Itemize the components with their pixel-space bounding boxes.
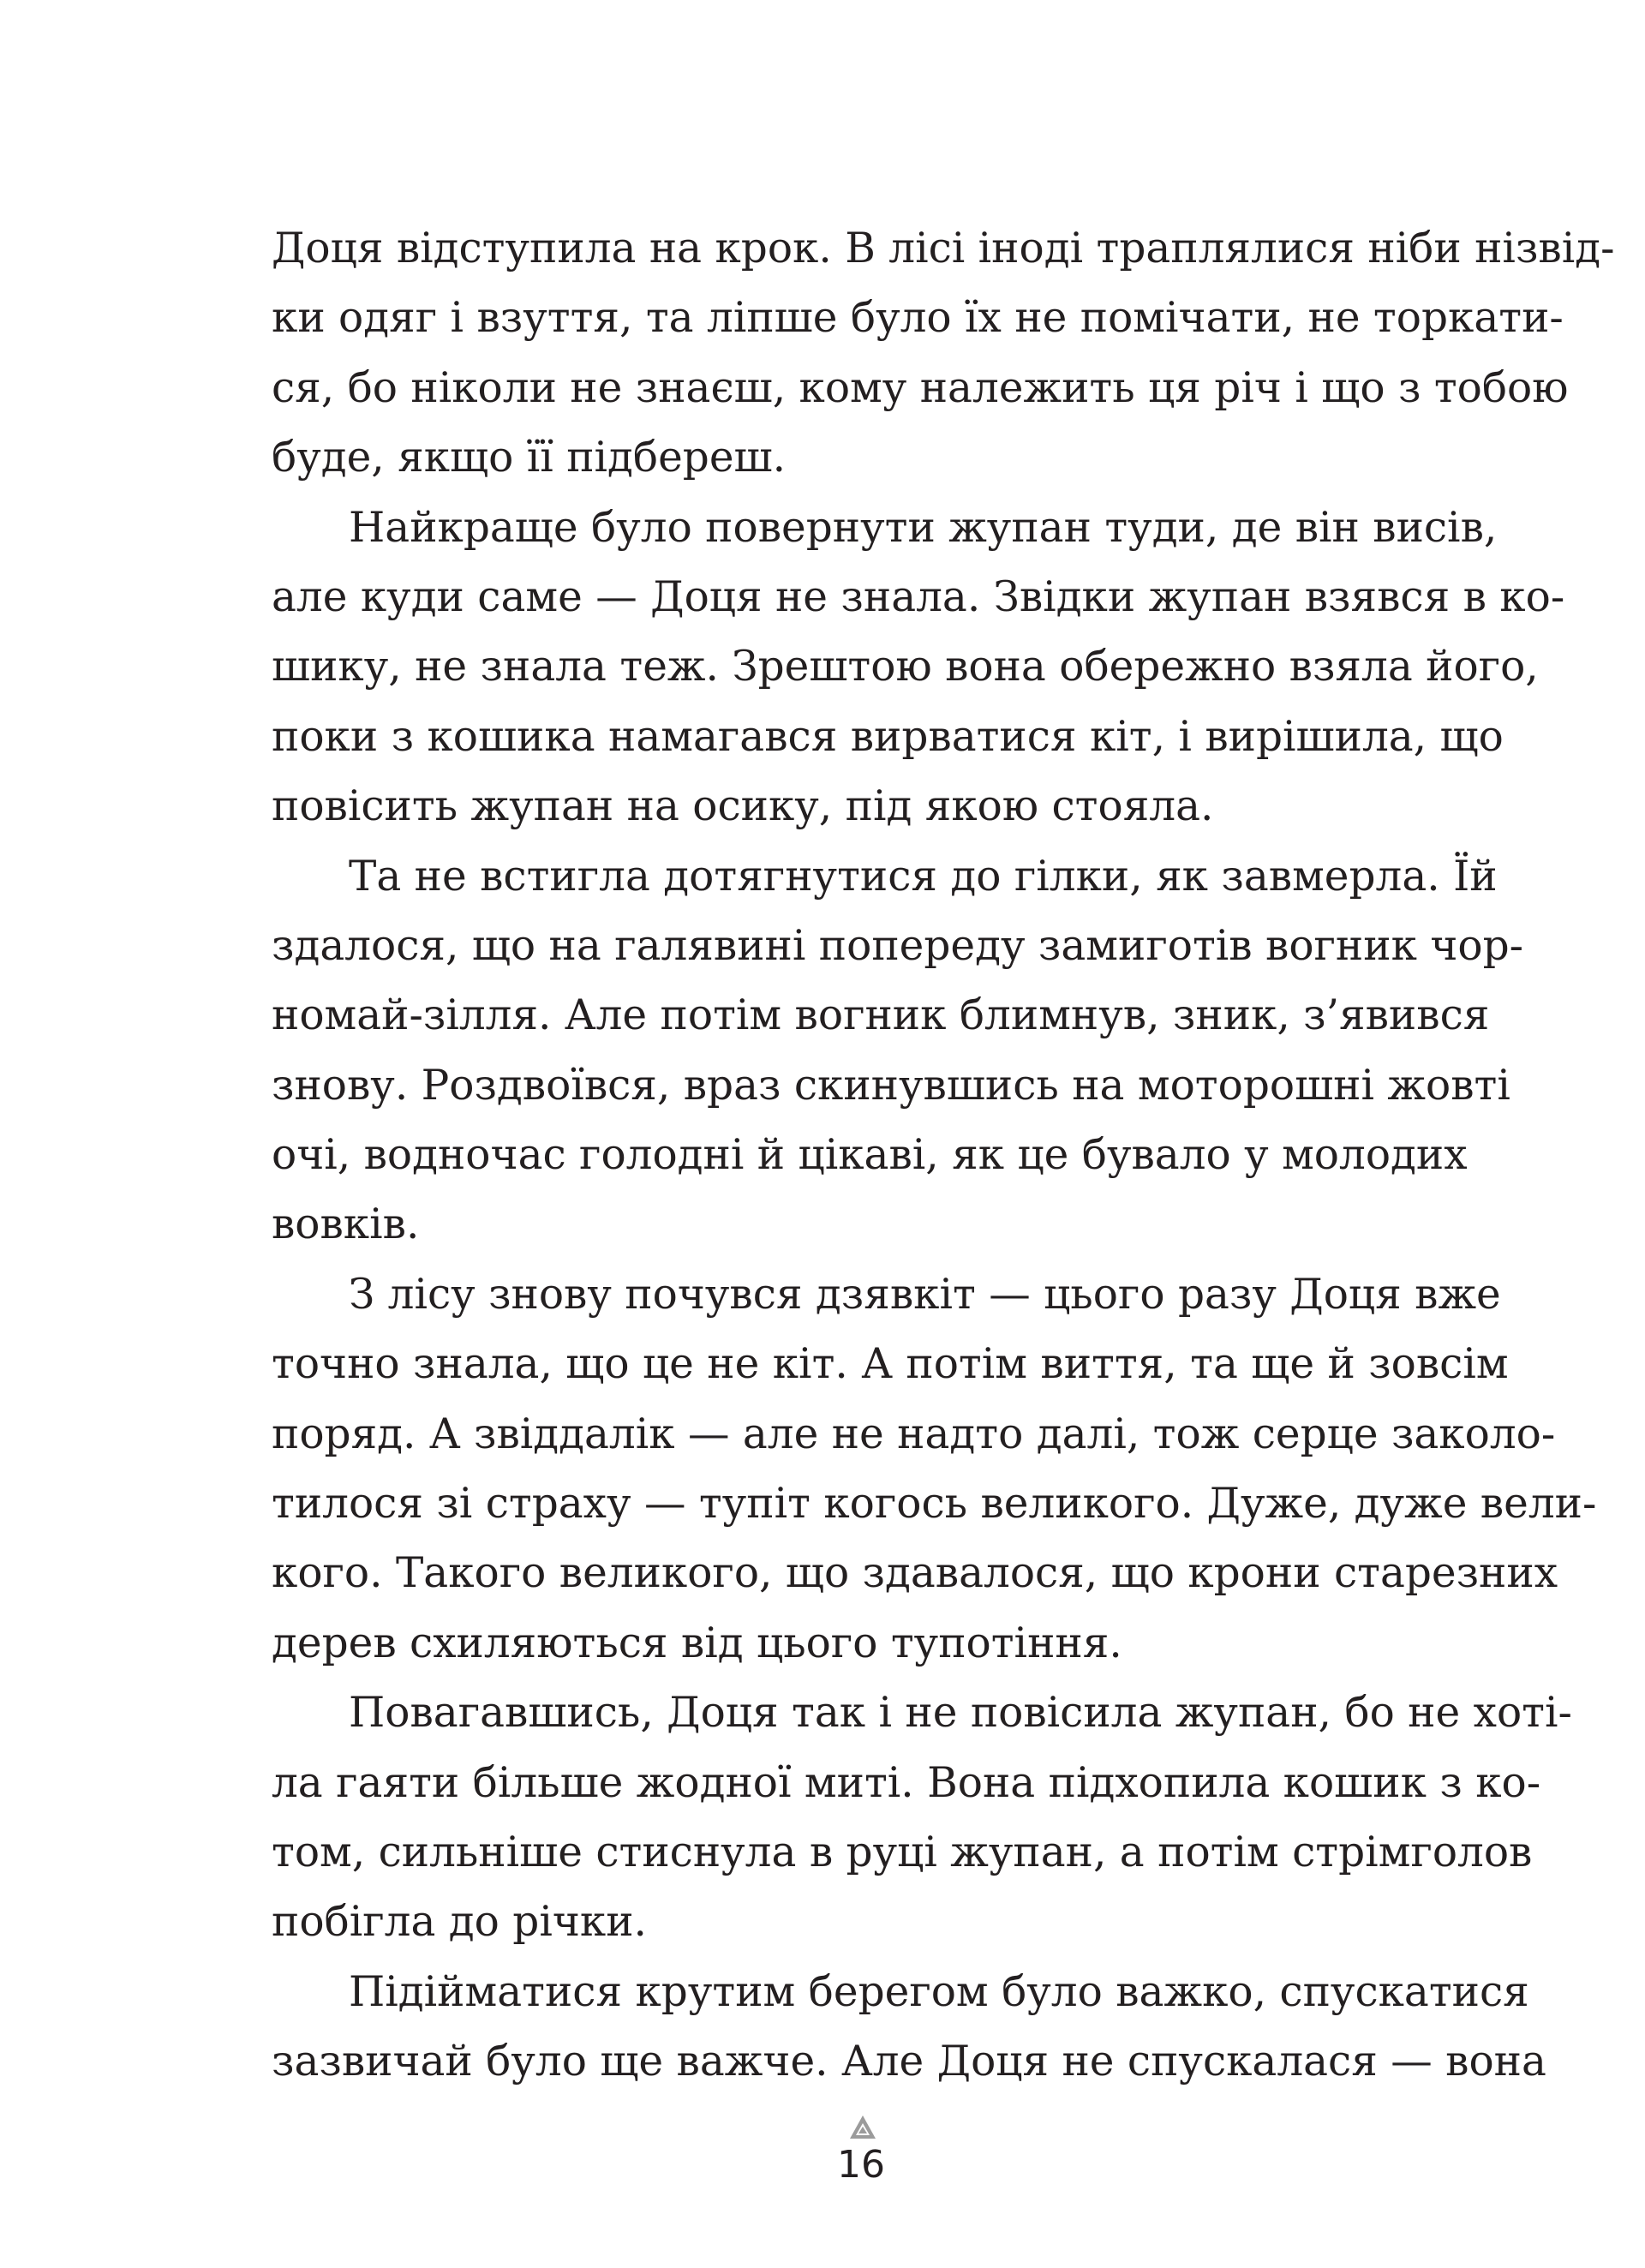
text-line: ла гаяти більше жодної миті. Вона підхопила кошик з ко- [272,1758,1541,1807]
text-line: дерев схиляються від цього тупотіння. [272,1619,1122,1667]
text-line: але куди саме — Доця не знала. Звідки жупан взявся в ко- [272,572,1565,621]
text-line: буде, якщо її підбереш. [272,434,787,482]
paragraph [272,214,1615,494]
paragraph [272,1958,1546,2097]
paragraph [272,1679,1572,1958]
paragraph [272,842,1524,1260]
text-line: том, сильніше стиснула в руці жупан, а потім стрімголов [272,1828,1533,1876]
text-line: номай-зілля. Але потім вогник блимнув, зник, з’явився [272,991,1490,1040]
text-line: З лісу знову почувся дзявкіт — цього разу Доця вже [349,1270,1501,1319]
triangle-ornament-icon [849,2115,876,2140]
text-line: зазвичай було ще важче. Але Доця не спускалася — вона [272,2038,1546,2086]
text-line: ки одяг і взуття, та ліпше було їх не помічати, не торкати- [272,294,1564,343]
paragraph [272,1260,1597,1679]
text-line: Та не встигла дотягнутися до гілки, як завмерла. Їй [349,852,1498,901]
paragraph [272,494,1565,842]
text-line: побігла до річки. [272,1898,647,1947]
page-number: 16 [837,2143,885,2187]
body-text [272,214,1615,2097]
text-line: знову. Роздвоївся, враз скинувшись на моторошні жовті [272,1061,1510,1110]
text-line: поряд. А звіддалік — але не надто далі, тож серце заколо- [272,1409,1556,1458]
text-line: Доця відступила на крок. В лісі іноді траплялися ніби нізвід- [272,224,1615,272]
text-line: тилося зі страху — тупіт когось великого. Дуже, дуже вели- [272,1480,1597,1529]
text-line: повісить жупан на осику, під якою стояла. [272,782,1214,831]
text-line: очі, водночас голодні й цікаві, як це бувало у молодих [272,1131,1468,1180]
text-line: Найкраще було повернути жупан туди, де він висів, [349,503,1498,552]
text-line: точно знала, що це не кіт. А потім виття, та ще й зовсім [272,1340,1509,1389]
text-line: шику, не знала теж. Зрештою вона обережно взяла його, [272,643,1539,691]
text-line: поки з кошика намагався вирватися кіт, і вирішила, що [272,712,1504,761]
text-line: Підійматися крутим берегом було важко, спускатися [349,1967,1529,2016]
text-line: здалося, що на галявині попереду замиготів вогник чор- [272,921,1524,970]
text-line: кого. Такого великого, що здавалося, що крони старезних [272,1549,1558,1598]
text-line: вовків. [272,1200,420,1249]
text-line: Повагавшись, Доця так і не повісила жупан, бо не хоті- [349,1689,1572,1738]
text-line: ся, бо ніколи не знаєш, кому належить ця річ і що з тобою [272,363,1569,412]
